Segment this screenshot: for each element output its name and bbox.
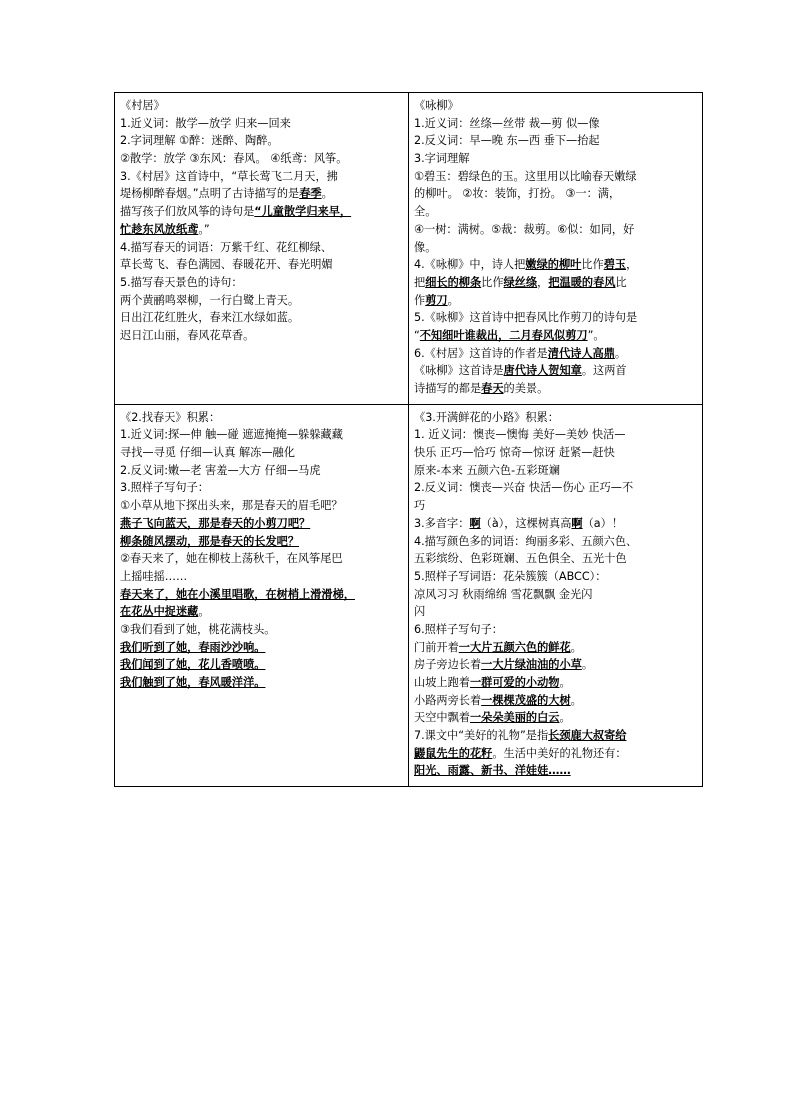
text-segment: 。这两首 — [581, 364, 627, 378]
text-segment: 鼹鼠先生的花籽 — [414, 746, 493, 760]
text-segment: 门前开着 — [414, 640, 459, 654]
text-line — [414, 462, 697, 480]
text-line — [414, 409, 697, 427]
text-segment: 原来-本来 五颜六色-五彩斑斓 — [414, 463, 560, 477]
text-line — [120, 168, 403, 186]
text-line — [414, 709, 697, 727]
text-line — [120, 479, 403, 497]
text-line — [120, 533, 403, 551]
text-line — [414, 568, 697, 586]
text-segment: 剪刀 — [425, 293, 448, 307]
text-segment: 清代诗人高鼎 — [547, 346, 615, 360]
text-segment: 春季 — [299, 187, 322, 201]
text-line — [414, 621, 697, 639]
text-line — [120, 603, 403, 621]
text-line — [414, 426, 697, 444]
text-line — [120, 497, 403, 515]
text-segment: 5.照样子写词语：花朵簇簇（ABCC）： — [414, 569, 607, 583]
text-segment: 1.近义词：散学—放学 归来—回来 — [120, 116, 291, 130]
text-segment: 。 — [614, 346, 627, 360]
text-segment: 《2.找春天》积累： — [120, 410, 221, 424]
content-table — [114, 92, 703, 787]
text-segment: 把温暖的春风 — [548, 275, 616, 289]
text-segment: 一大片五颜六色的鲜花 — [458, 640, 571, 654]
cell-zhaochuntian — [115, 404, 409, 786]
text-line — [414, 256, 697, 274]
text-line — [414, 674, 697, 692]
text-line — [120, 132, 403, 150]
text-line — [120, 409, 403, 427]
text-line — [414, 150, 697, 168]
text-segment: 。 — [321, 187, 333, 201]
text-segment: “儿童散学归来早， — [254, 205, 352, 219]
text-segment: 比作 — [581, 258, 604, 272]
text-line — [120, 309, 403, 327]
text-line — [120, 274, 403, 292]
text-segment: 。生活中美好的礼物还有： — [492, 746, 627, 760]
text-segment: 一棵棵茂盛的大树 — [481, 693, 571, 707]
text-line — [414, 221, 697, 239]
text-line — [120, 239, 403, 257]
text-segment: 比作 — [481, 275, 504, 289]
text-line — [414, 639, 697, 657]
text-segment: 。 — [570, 693, 582, 707]
text-line — [120, 621, 403, 639]
text-line — [120, 515, 403, 533]
text-segment: ④一树：满树。⑤裁：裁剪。⑥似：如同，好 — [414, 222, 635, 236]
text-segment: 3.多音字： — [414, 516, 470, 530]
text-segment: 2.反义词:嫩—老 害羞—大方 仔细—马虎 — [120, 463, 321, 477]
text-segment: 唐代诗人贺知章 — [503, 364, 582, 378]
text-segment: 巧 — [414, 499, 426, 513]
text-segment: 。 — [559, 711, 571, 725]
text-segment: 《3.开满鲜花的小路》积累： — [414, 410, 559, 424]
text-segment: 1. 近义词：懊丧—懊悔 美好—美妙 快活— — [414, 428, 626, 442]
text-segment: ， — [626, 258, 638, 272]
text-line — [414, 327, 697, 345]
text-segment: ①小草从地下探出头来，那是春天的眉毛吧？ — [120, 499, 343, 513]
text-segment: 凉风习习 秋雨绵绵 雪花飘飘 金光闪 — [414, 587, 593, 601]
text-line — [120, 150, 403, 168]
text-segment: 小路两旁长着 — [414, 693, 482, 707]
text-line — [120, 550, 403, 568]
text-segment: 像。 — [414, 240, 437, 254]
text-segment: 不知细叶谁裁出，二月春风似剪刀 — [419, 328, 588, 342]
text-segment: 五彩缤纷、色彩斑斓、五色俱全、五光十色 — [414, 552, 627, 566]
text-segment: 绿丝绦 — [503, 275, 538, 289]
text-segment: 我们触到了她，春风暖洋洋。 — [120, 676, 266, 689]
text-line — [414, 727, 697, 745]
text-segment: 草长莺飞、春色满园、春暖花开、春光明媚 — [120, 258, 333, 272]
text-line — [414, 132, 697, 150]
text-line — [120, 674, 403, 692]
text-line — [120, 444, 403, 462]
text-segment: 啊 — [469, 516, 481, 530]
text-line — [414, 745, 697, 763]
text-segment: （a）！ — [582, 516, 624, 530]
text-line — [414, 345, 697, 363]
text-segment: 。 — [581, 658, 594, 672]
text-line — [120, 256, 403, 274]
text-segment: 寻找—寻觅 仔细—认真 解冻—融化 — [120, 446, 295, 460]
text-line — [414, 444, 697, 462]
text-line — [414, 168, 697, 186]
text-segment: 把 — [414, 275, 426, 289]
text-line — [414, 550, 697, 568]
text-segment: 房子旁边长着 — [414, 658, 482, 672]
text-segment: 一群可爱的小动物 — [469, 676, 560, 689]
text-segment: 燕子飞向蓝天，那是春天的小剪刀吧？ — [120, 516, 311, 530]
text-line — [120, 568, 403, 586]
text-segment: 3.照样子写句子： — [120, 481, 209, 495]
text-segment: 啊 — [571, 516, 583, 530]
text-line — [120, 185, 403, 203]
text-segment: 的柳叶。 ②妆：装饰，打扮。 ③一：满， — [414, 187, 621, 201]
text-segment: 堤杨柳醉春烟。”点明了古诗描写的是 — [120, 187, 300, 201]
text-segment: 嫩绿的柳叶 — [525, 258, 582, 272]
text-segment: 。 — [447, 293, 459, 307]
text-segment: 春天 — [481, 382, 504, 395]
text-segment: ②春天来了，她在柳枝上荡秋千，在风筝尾巴 — [120, 552, 343, 566]
text-segment: 长颈鹿大叔寄给 — [548, 729, 627, 743]
text-segment: 在花丛中捉迷藏 — [120, 605, 199, 619]
text-line — [414, 185, 697, 203]
text-line — [120, 656, 403, 674]
text-line — [414, 603, 697, 621]
text-segment: 3.字词理解 — [414, 152, 470, 166]
text-segment: 阳光、雨露、新书、洋娃娃…… — [414, 764, 571, 778]
table-row — [115, 404, 703, 786]
text-segment: 闪 — [414, 605, 426, 619]
text-segment: ②散学：放学 ③东风：春风。 ④纸鸢：风筝。 — [120, 152, 348, 166]
text-segment: 2.反义词：懊丧—兴奋 快活—伤心 正巧—不 — [414, 481, 634, 495]
text-segment: 。 — [559, 676, 571, 689]
text-segment: 诗描写的都是 — [414, 382, 482, 395]
text-segment: 天空中飘着 — [414, 711, 470, 725]
text-line — [414, 97, 697, 115]
text-segment: ， — [537, 275, 549, 289]
text-line — [414, 274, 697, 292]
text-line — [414, 292, 697, 310]
text-line — [120, 426, 403, 444]
text-segment: 我们听到了她，春雨沙沙响。 — [120, 640, 266, 654]
text-line — [414, 515, 697, 533]
text-segment: 山坡上跑着 — [414, 676, 470, 689]
text-segment: 4.《咏柳》中，诗人把 — [414, 258, 526, 272]
cell-yongliu — [409, 93, 703, 405]
text-line — [414, 762, 697, 780]
text-line — [120, 327, 403, 345]
text-segment: 一朵朵美丽的白云 — [469, 711, 560, 725]
text-line — [120, 221, 403, 239]
text-segment: 4.描写颜色多的词语：绚丽多彩、五颜六色、 — [414, 534, 638, 548]
text-line — [414, 362, 697, 380]
text-segment: 比 — [615, 275, 627, 289]
text-segment: 快乐 正巧—恰巧 惊奇—惊讶 赶紧—赶快 — [414, 446, 615, 460]
text-segment: 日出江花红胜火，春来江水绿如蓝。 — [120, 311, 300, 325]
text-segment: ③我们看到了她，桃花满枝头。 — [120, 622, 276, 636]
text-line — [120, 203, 403, 221]
text-line — [414, 497, 697, 515]
text-line — [120, 586, 403, 604]
text-segment: （à），这棵树真高 — [480, 516, 572, 530]
text-line — [120, 462, 403, 480]
text-line — [120, 292, 403, 310]
text-segment: 2.字词理解 ①醉：迷醉、陶醉。 — [120, 134, 279, 148]
text-line — [414, 586, 697, 604]
cell-cunju — [115, 93, 409, 405]
text-segment: 的美景。 — [503, 382, 549, 395]
text-segment: 小溪里唱歌 — [198, 587, 255, 601]
text-segment: 上摇哇摇…… — [120, 569, 188, 583]
text-segment: 4.描写春天的词语：万紫千红、花红柳绿、 — [120, 240, 333, 254]
text-segment: 描写孩子们放风筝的诗句是 — [120, 205, 255, 219]
text-segment: 迟日江山丽，春风花草香。 — [120, 328, 255, 342]
text-segment: “ — [414, 328, 420, 342]
text-segment: 碧玉 — [603, 258, 627, 272]
text-line — [120, 97, 403, 115]
text-segment: 。 — [198, 605, 210, 619]
text-segment: 我们闻到了她，花儿香喷喷。 — [120, 658, 266, 672]
text-segment: 1.近义词：丝绦—丝带 裁—剪 似—像 — [414, 116, 600, 130]
table-row — [115, 93, 703, 405]
text-segment: 5.描写春天景色的诗句： — [120, 275, 243, 289]
cell-xiaolu — [409, 404, 703, 786]
text-line — [414, 309, 697, 327]
text-line — [120, 115, 403, 133]
text-segment: 作 — [414, 293, 426, 307]
text-segment: 《咏柳》这首诗是 — [414, 364, 504, 378]
text-segment: 春天来了，她在 — [120, 587, 199, 601]
text-line — [414, 656, 697, 674]
text-segment: 两个黄鹂鸣翠柳，一行白鹭上青天。 — [120, 293, 300, 307]
text-segment: 《咏柳》 — [414, 99, 459, 112]
text-segment: 忙趁东风放纸鸢 — [120, 222, 199, 236]
text-segment: 。 — [570, 640, 582, 654]
text-line — [414, 533, 697, 551]
text-segment: 细长的柳条 — [425, 275, 482, 289]
text-segment: 6.《村居》这首诗的作者是 — [414, 346, 548, 360]
text-line — [414, 239, 697, 257]
text-line — [414, 692, 697, 710]
text-segment: 1.近义词:探—伸 触—碰 遮遮掩掩—躲躲藏藏 — [120, 428, 343, 442]
text-line — [414, 380, 697, 398]
text-segment: 。” — [198, 222, 210, 236]
text-segment: ①碧玉：碧绿色的玉。这里用以比喻春天嫩绿 — [414, 169, 637, 183]
text-line — [414, 115, 697, 133]
text-segment: 7.课文中“美好的礼物”是指 — [414, 729, 549, 743]
text-segment: 2.反义词：早—晚 东—西 垂下—抬起 — [414, 134, 600, 148]
table-body — [115, 93, 703, 787]
text-segment: 6.照样子写句子： — [414, 622, 503, 636]
text-segment: 5.《咏柳》这首诗中把春风比作剪刀的诗句是 — [414, 311, 638, 325]
text-segment: ，在树梢上滑滑梯， — [254, 587, 355, 601]
text-segment: ”。 — [587, 328, 605, 342]
text-segment: 全。 — [414, 205, 437, 219]
text-segment: 3.《村居》这首诗中，“草长莺飞二月天，拂 — [120, 169, 338, 183]
text-segment: 《村居》 — [120, 99, 165, 112]
text-line — [120, 639, 403, 657]
text-segment: 一大片绿油油的小草 — [481, 658, 582, 672]
text-line — [414, 203, 697, 221]
text-segment: 柳条随风摆动，那是春天的长发吧？ — [120, 534, 300, 548]
text-line — [414, 479, 697, 497]
